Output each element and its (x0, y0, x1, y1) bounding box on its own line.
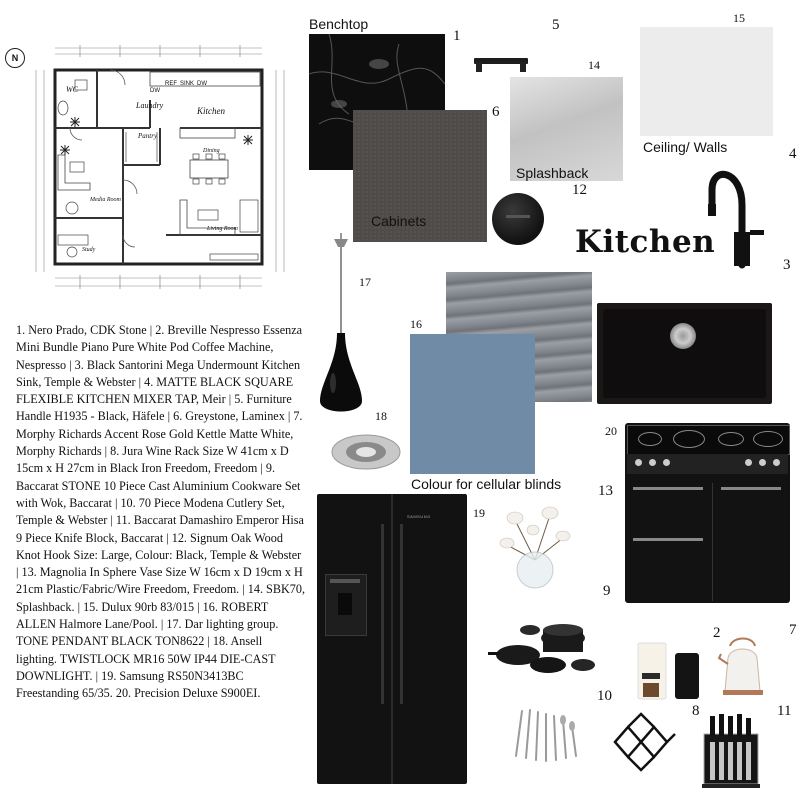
number-11: 11 (777, 703, 792, 719)
cookware-set-icon (488, 610, 598, 680)
number-17: 17 (359, 275, 371, 289)
sink-swatch (597, 303, 772, 404)
north-compass-icon (5, 48, 25, 68)
kettle-icon (715, 636, 770, 698)
wine-rack-drawing (610, 712, 680, 772)
wood-hook-icon (492, 193, 544, 245)
number-14: 14 (588, 58, 600, 72)
downlight-drawing (330, 432, 402, 472)
cutlery-set-icon (508, 706, 588, 766)
room-label-living-room: Living Room (207, 226, 238, 232)
page-title: Kitchen (575, 224, 716, 260)
number-9: 9 (603, 583, 611, 599)
vase-drawing (495, 500, 575, 590)
wine-rack-icon (610, 712, 680, 772)
number-5: 5 (552, 17, 560, 33)
fridge (317, 494, 467, 784)
number-12: 12 (572, 182, 587, 198)
number-6: 6 (492, 104, 500, 120)
cutlery-drawing (508, 706, 588, 766)
cookware-drawing (488, 610, 598, 680)
label-blinds: Colour for cellular blinds (411, 476, 562, 492)
knife-block-icon (700, 712, 762, 790)
label-ceiling-walls: Ceiling/ Walls (643, 139, 728, 155)
floor-plan (0, 40, 300, 300)
knife-block-drawing (700, 712, 762, 790)
room-label-media-room: Media Room (90, 197, 121, 203)
oven-range (625, 423, 790, 603)
label-cabinets: Cabinets (371, 213, 427, 229)
number-16: 16 (410, 317, 422, 331)
fridge-brand-badge: SAMSUNG (407, 514, 431, 519)
number-3: 3 (783, 257, 791, 273)
number-18: 18 (375, 409, 387, 423)
pendant-drawing (318, 233, 364, 418)
appliance-label-sink: SINK (180, 81, 195, 87)
handle-drawing (472, 56, 530, 74)
number-8: 8 (692, 703, 700, 719)
number-1: 1 (453, 28, 461, 44)
magnolia-vase-icon (495, 500, 575, 590)
ceiling-walls-swatch (640, 27, 773, 136)
room-label-wc: WC (66, 85, 78, 94)
appliance-label-ref: REF (165, 81, 177, 87)
pendant-light-icon (318, 233, 364, 418)
floor-plan-drawing (0, 40, 300, 300)
number-4: 4 (789, 146, 797, 162)
label-benchtop: Benchtop (309, 16, 369, 32)
room-label-laundry: Laundry (136, 101, 164, 110)
room-label-kitchen: Kitchen (197, 106, 225, 116)
water-dispenser (325, 574, 367, 636)
control-panel (627, 454, 788, 474)
room-label-study: Study (82, 247, 96, 253)
coffee-machine-icon (633, 633, 708, 703)
appliance-label-dw: DW (150, 88, 160, 94)
number-19: 19 (473, 506, 485, 520)
room-label-dining: Dining (203, 148, 220, 154)
number-15: 15 (733, 11, 745, 25)
compass-letter: N (11, 53, 19, 63)
label-splashback: Splashback (516, 165, 589, 181)
kettle-drawing (715, 636, 770, 698)
downlight-icon (330, 432, 402, 472)
blind-fabric-swatch (410, 334, 535, 474)
room-label-pantry: Pantry (138, 132, 158, 140)
product-description: 1. Nero Prado, CDK Stone | 2. Breville Nespresso Essenza Mini Bundle Piano Pure White Pod Coffee Machine, Nespresso | 3. Black Santorini Mega Undermount Kitchen Sink, Temple & Webster | 4. MATTE BLACK SQUARE FLEXIBLE KITCHEN MIXER TAP, Meir | 5. Furniture Handle H1935 - Black, Häfele | 6. Greystone, Laminex | 7. Morphy Richards Accent Rose Gold Kettle Matte White, Morphy Richards | 8. Jura Wine Rack Size W 41cm x D 15cm x H 27cm in Black Iron Freedom, Freedom | 9. Baccarat STONE 10 Piece Cast Aluminium Cookware Set with Wok, Baccarat | 10. 70 Piece Modena Cutlery Set, Temple & Webster | 11. Baccarat Damashiro Emperor Hisa 9 Piece Knife Block, Baccarat | 12. Signum Oak Wood Knot Hook Size: Large, Colour: Black, Temple & Webster | 13. Magnolia In Sphere Vase Size W 16cm x D 19cm x H 21cm Plastic/Fabric/Wire Freedom, Freedom. | 14. SBK70, Splashback. | 15. Dulux 90rb 83/015 | 16. ROBERT ALLEN Halmore Lane/Pool. | 17. Dar lighting group. TONE PENDANT BLACK TON8622 | 18. Ansell lighting. TWISTLOCK MR16 50W IP44 DIE-CAST DOWNLIGHT. | 19. Samsung RS50N3413BC Freestanding 65/35. 20. Precision Deluxe S900EI. (16, 323, 305, 701)
coffee-drawing (633, 633, 708, 703)
sink-drain-icon (670, 323, 696, 349)
number-20: 20 (605, 424, 617, 438)
appliance-label-dw-2: DW (197, 81, 207, 87)
number-10: 10 (597, 688, 612, 704)
cooktop (627, 425, 790, 455)
furniture-handle-icon (472, 56, 530, 70)
number-7: 7 (789, 622, 797, 638)
number-13: 13 (598, 483, 613, 499)
number-2: 2 (713, 625, 721, 641)
